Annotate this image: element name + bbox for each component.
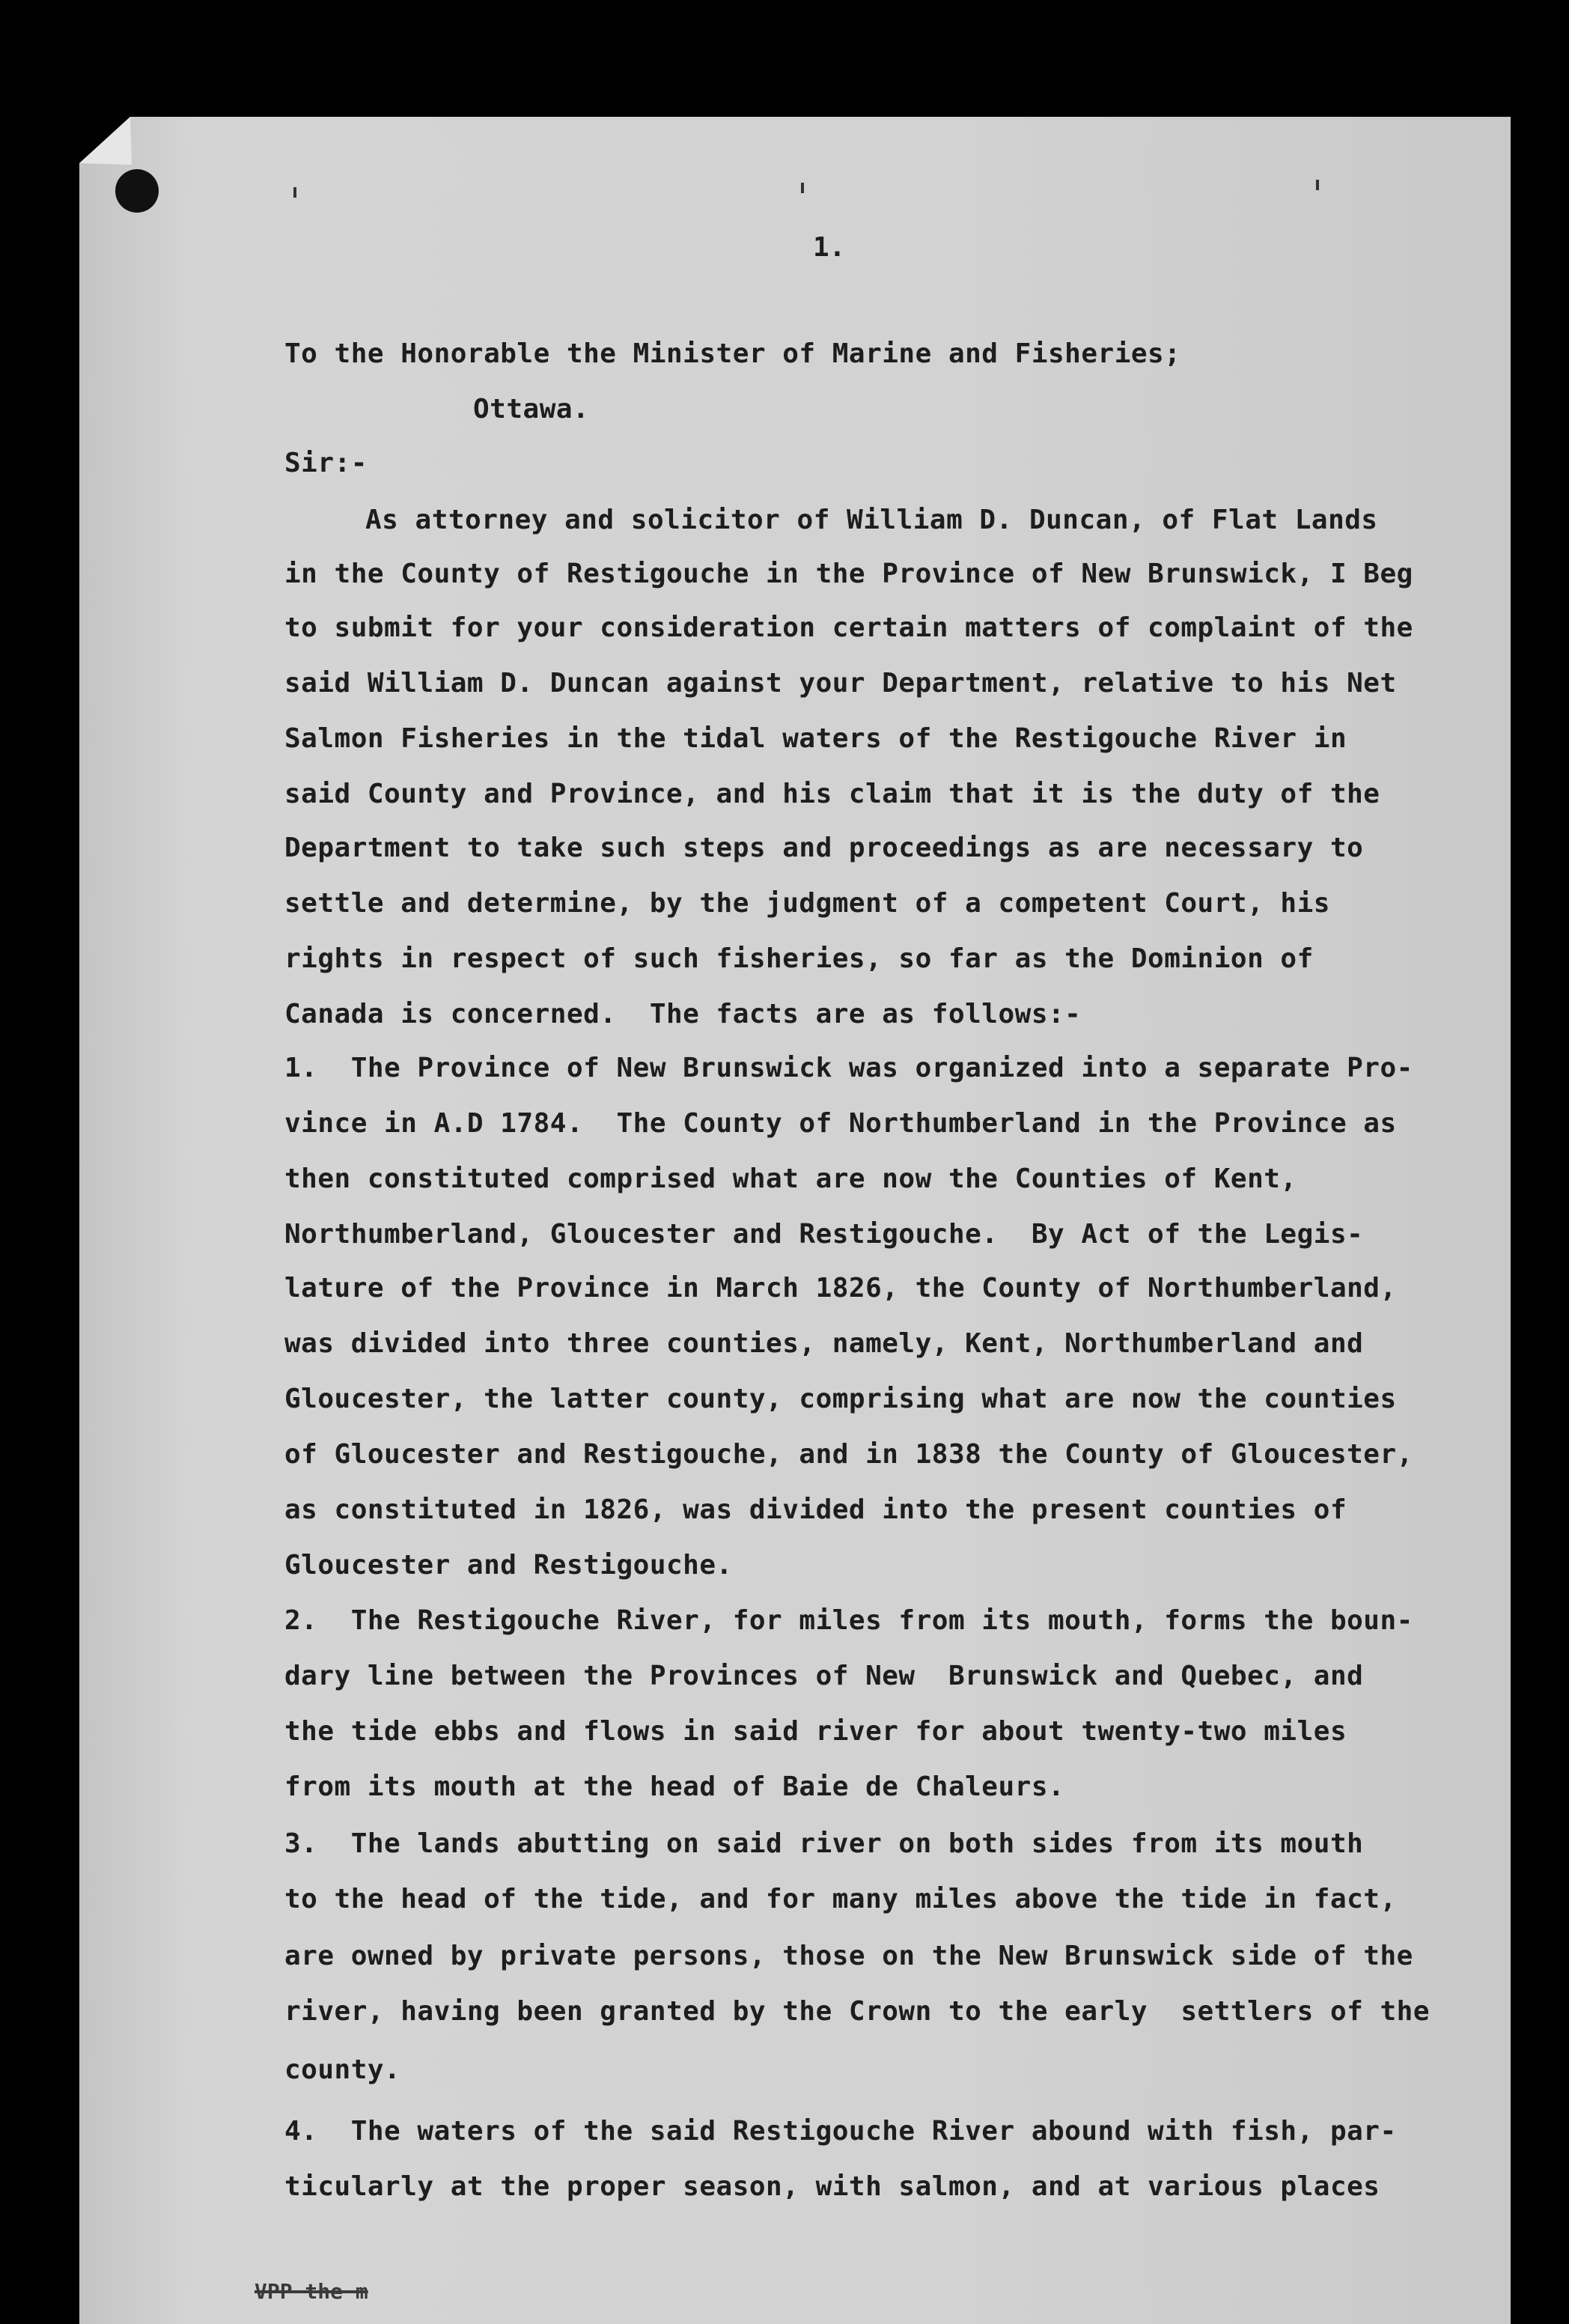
body-line: vince in A.D 1784. The County of Northumberland in the Province as: [284, 1108, 1397, 1139]
body-line: 2. The Restigouche River, for miles from its mouth, forms the boun-: [284, 1605, 1413, 1636]
body-line: in the County of Restigouche in the Province of New Brunswick, I Beg: [284, 559, 1413, 589]
body-line: Department to take such steps and proceedings as are necessary to: [284, 833, 1364, 863]
body-line: river, having been granted by the Crown to the early settlers of the: [284, 1996, 1430, 2027]
body-line: Salmon Fisheries in the tidal waters of the Restigouche River in: [284, 723, 1347, 754]
addressee-city: Ottawa.: [473, 394, 590, 425]
body-line: county.: [284, 2054, 401, 2085]
body-line: Northumberland, Gloucester and Restigouche. By Act of the Legis-: [284, 1219, 1364, 1250]
body-line: said County and Province, and his claim that it is the duty of the: [284, 779, 1380, 809]
body-line: Canada is concerned. The facts are as follows:-: [284, 999, 1082, 1029]
body-line: then constituted comprised what are now the Counties of Kent,: [284, 1163, 1297, 1194]
body-line: rights in respect of such fisheries, so far as the Dominion of: [284, 943, 1314, 974]
body-line: dary line between the Provinces of New Brunswick and Quebec, and: [284, 1661, 1364, 1691]
body-line: settle and determine, by the judgment of a competent Court, his: [284, 888, 1330, 919]
body-line: 3. The lands abutting on said river on both sides from its mouth: [284, 1828, 1364, 1859]
body-line: said William D. Duncan against your Department, relative to his Net: [284, 668, 1397, 699]
body-line: from its mouth at the head of Baie de Chaleurs.: [284, 1771, 1065, 1802]
body-line: of Gloucester and Restigouche, and in 1838 the County of Gloucester,: [284, 1439, 1413, 1470]
body-line: 4. The waters of the said Restigouche River abound with fish, par-: [284, 2116, 1397, 2147]
salutation: Sir:-: [284, 448, 368, 478]
body-line: as constituted in 1826, was divided into the present counties of: [284, 1494, 1347, 1525]
body-line: the tide ebbs and flows in said river for about twenty-two miles: [284, 1716, 1347, 1747]
body-line: Gloucester and Restigouche.: [284, 1550, 733, 1581]
body-line: lature of the Province in March 1826, the County of Northumberland,: [284, 1273, 1397, 1304]
addressee-line: To the Honorable the Minister of Marine and Fisheries;: [284, 338, 1181, 369]
page-number: 1.: [813, 232, 846, 263]
body-line: As attorney and solicitor of William D. Duncan, of Flat Lands: [365, 505, 1378, 535]
body-line: are owned by private persons, those on the New Brunswick side of the: [284, 1941, 1413, 1971]
body-line: ticularly at the proper season, with salmon, and at various places: [284, 2171, 1380, 2202]
body-line: was divided into three counties, namely, Kent, Northumberland and: [284, 1328, 1364, 1359]
body-line: to the head of the tide, and for many miles above the tide in fact,: [284, 1884, 1397, 1914]
body-line: 1. The Province of New Brunswick was organized into a separate Pro-: [284, 1053, 1413, 1083]
footer-note: VPP the m: [255, 2279, 368, 2304]
body-line: Gloucester, the latter county, comprising what are now the counties: [284, 1384, 1397, 1414]
body-line: to submit for your consideration certain matters of complaint of the: [284, 612, 1413, 643]
